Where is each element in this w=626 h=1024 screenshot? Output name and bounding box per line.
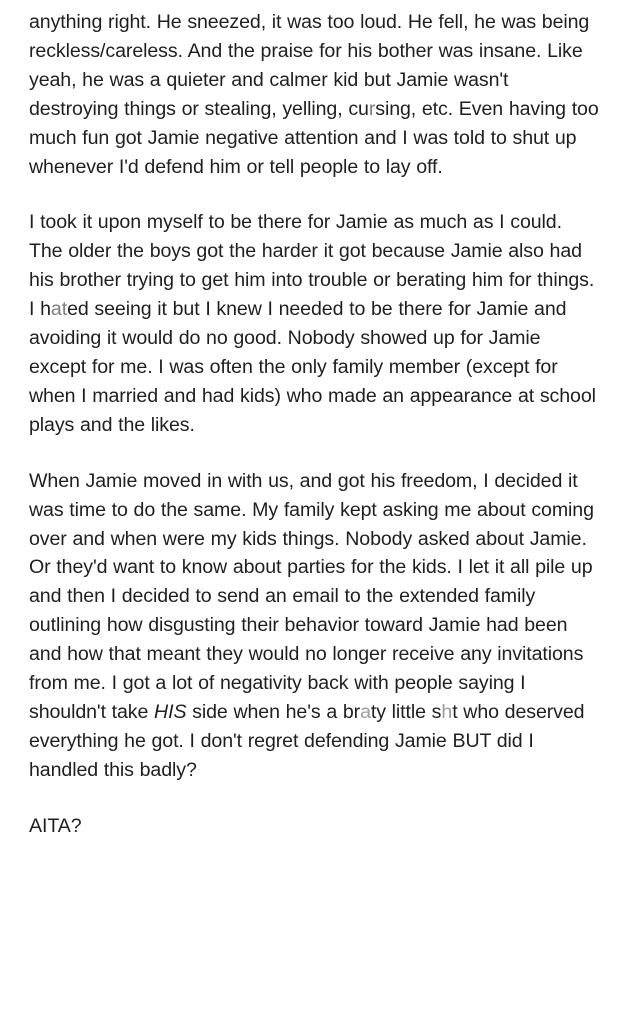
paragraph-1-text-c: sing [375,97,411,120]
paragraph-3-text-a: When Jamie moved in with us, and got his freedom, I decided it was time to do the same. My family kept asking me about coming over and when were my kids things. Nobody asked about Jamie. Or they'd want to know about parties for the kids. I let it all pile up and then I decided to send an email to the extended family outlining how disgusting their behavior toward Jamie had been and how that meant they would no longer receive any invitations from me. I got a lot of negativity back with people saying I shouldn't take [29,469,594,723]
paragraph-2-text-d: seeing it but I knew I needed to be there for Jamie and avoiding it would do no good. Nobody showed up for Jamie except for me. I was often the only family member (except for when I married and had kids) who made an appearance at school plays and the likes. [29,298,596,436]
paragraph-3-degraded-glyph-1: a [360,700,371,723]
paragraph-1-text-b: cu [348,97,369,120]
paragraph-3-text-e: t who deserved everything he got. I don't regret defending Jamie BUT did I handled this badly? [29,700,585,781]
paragraph-1 [29,8,600,181]
paragraph-2-text-b: h [40,298,51,321]
paragraph-2-degraded-glyph: at [50,298,68,321]
paragraph-3-degraded-glyph-2: h [441,700,453,723]
paragraph-1-text-a: anything right. He sneezed, it was too loud. He fell, he was being reckless/careless. And the praise for his bother was insane. Like yeah, he was a quieter and calmer kid but Jamie wasn't destroying things or stealing, yelling, [29,11,590,120]
paragraph-2-text-c: ed [67,298,89,321]
paragraph-2 [29,208,600,439]
paragraph-3-text-c: side when he's a br [186,700,361,723]
paragraph-3 [29,467,600,785]
paragraph-3-emphasis: HIS [154,700,187,723]
paragraph-1-text-d: , etc. Even having too much fun got Jamie negative attention and I was told to shut up whenever I'd defend him or tell people to lay off. [29,97,599,178]
paragraph-2-text-a: I took it upon myself to be there for Jamie as much as I could. The older the boys got the harder it got because Jamie also had his brother trying to get him into trouble or berating him for things. I [29,211,595,321]
paragraph-1-degraded-glyph: r [368,97,376,120]
paragraph-4: AITA? [29,814,82,837]
paragraph-3-text-d: ty little s [370,700,442,723]
